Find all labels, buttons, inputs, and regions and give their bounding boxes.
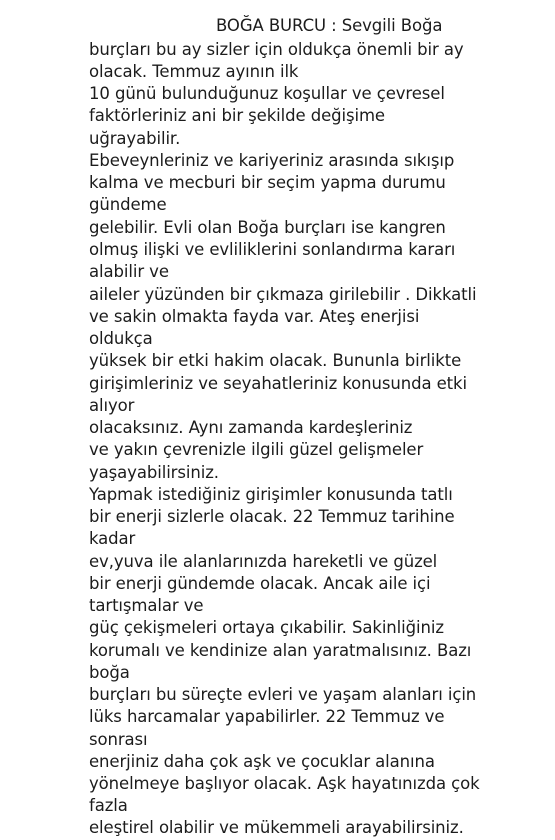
text-line: olacak. Temmuz ayının ilk [89,62,299,81]
text-line: bir enerji gündemde olacak. Ancak aile içi [89,574,431,593]
text-line: uğrayabilir. [89,129,181,148]
text-line: gelebilir. Evli olan Boğa burçları ise kangren [89,218,446,237]
text-line: ve yakın çevrenizle ilgili güzel gelişmeler [89,440,424,459]
text-line: aileler yüzünden bir çıkmaza girilebilir . Dikkatli [89,285,477,304]
text-line: Ebeveynleriniz ve kariyeriniz arasında sıkışıp [89,151,455,170]
text-line: enerjiniz daha çok aşk ve çocuklar alanına [89,752,435,771]
text-line: 10 günü bulunduğunuz koşullar ve çevresel [89,84,445,103]
text-line: olmuş ilişki ve evliliklerini sonlandırma kararı [89,240,456,259]
text-line: lüks harcamalar yapabilirler. 22 Temmuz ve [89,707,445,726]
text-line: ev,yuva ile alanlarınızda hareketli ve güzel [89,552,438,571]
text-line: ve sakin olmakta fayda var. Ateş enerjisi [89,307,420,326]
text-line: gündeme [89,195,167,214]
text-line: bir enerji sizlerle olacak. 22 Temmuz tarihine [89,507,455,526]
text-line: tartışmalar ve [89,596,204,615]
text-line: sonrası [89,730,148,749]
text-line: boğa [89,663,130,682]
text-line: kadar [89,529,136,548]
text-line: alabilir ve [89,262,169,281]
text-line: alıyor [89,396,135,415]
text-line: güç çekişmeleri ortaya çıkabilir. Sakinliğiniz [89,618,444,637]
text-line: faktörleriniz ani bir şekilde değişime [89,106,385,125]
text-line: kalma ve mecburi bir seçim yapma durumu [89,173,446,192]
text-line: burçları bu ay sizler için oldukça önemli bir ay [89,40,464,59]
text-line-title: BOĞA BURCU : Sevgili Boğa [216,16,443,35]
text-line: oldukça [89,329,153,348]
text-line: yaşayabilirsiniz. [89,463,219,482]
text-line: fazla [89,796,128,815]
text-line: burçları bu süreçte evleri ve yaşam alanları için [89,685,477,704]
text-line: girişimleriniz ve seyahatleriniz konusunda etki [89,374,467,393]
text-line: yönelmeye başlıyor olacak. Aşk hayatınızda çok [89,774,480,793]
text-line: korumalı ve kendinize alan yaratmalısınız. Bazı [89,641,472,660]
text-line: olacaksınız. Aynı zamanda kardeşleriniz [89,418,413,437]
text-line: eleştirel olabilir ve mükemmeli arayabilirsiniz. [89,818,464,837]
text-line: yüksek bir etki hakim olacak. Bununla birlikte [89,351,462,370]
text-line: Yapmak istediğiniz girişimler konusunda tatlı [89,485,453,504]
